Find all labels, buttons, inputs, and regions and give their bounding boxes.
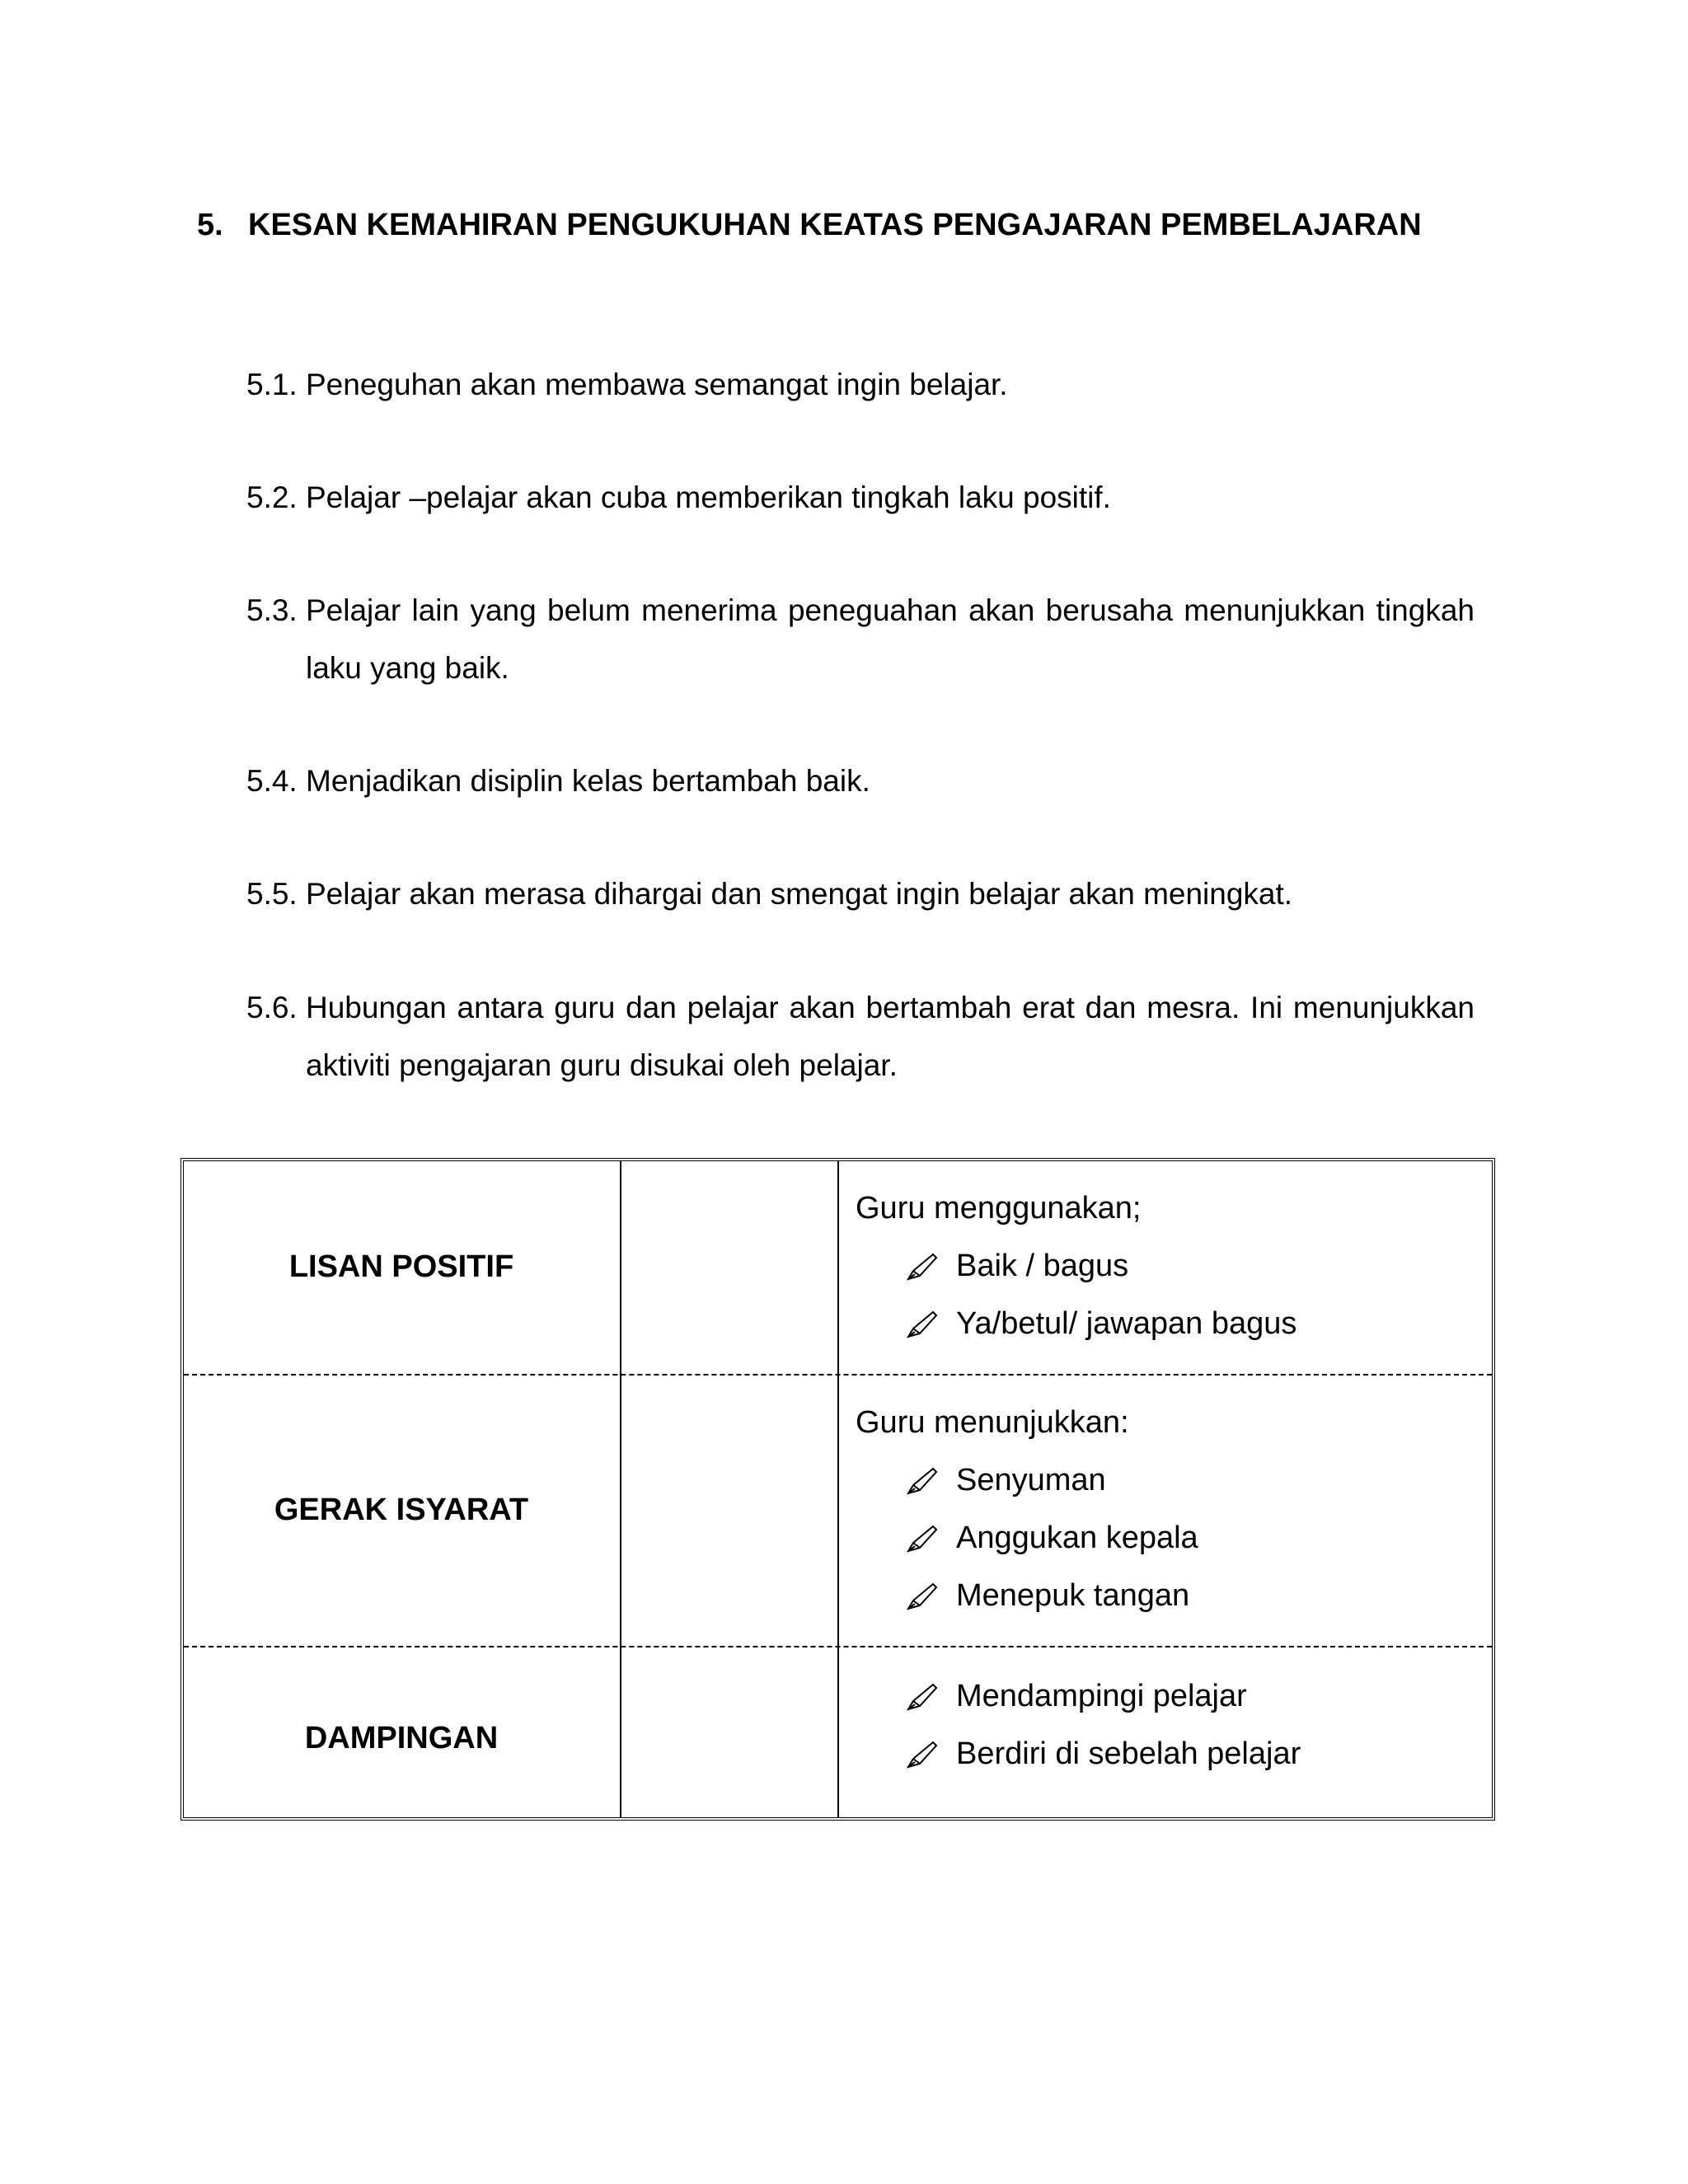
pen-nib-icon <box>905 1579 941 1612</box>
pen-nib-icon <box>905 1737 941 1770</box>
pen-nib-icon <box>905 1521 941 1554</box>
list-item-text: Menjadikan disiplin kelas bertambah baik. <box>306 764 870 798</box>
bullet-text: Mendampingi pelajar <box>956 1679 1247 1713</box>
pen-nib-icon <box>905 1307 941 1340</box>
list-item-number: 5.4. <box>246 764 298 798</box>
bullet-item <box>905 1567 1198 1624</box>
table-divider <box>620 1161 621 1817</box>
bullet-item <box>905 1667 1301 1725</box>
table-row-content <box>856 1667 1301 1783</box>
bullet-text: Anggukan kepala <box>956 1521 1198 1555</box>
table-row-divider <box>184 1374 1492 1376</box>
bullet-item <box>905 1725 1301 1783</box>
list-item-text: Pelajar akan merasa dihargai dan smengat ingin belajar akan meningkat. <box>306 877 1293 911</box>
bullet-item <box>905 1509 1198 1567</box>
reinforcement-table <box>181 1158 1495 1821</box>
bullet-text: Berdiri di sebelah pelajar <box>956 1736 1301 1771</box>
table-row-content <box>856 1394 1198 1624</box>
table-row-label: DAMPINGAN <box>304 1721 499 1755</box>
bullet-text: Senyuman <box>956 1463 1106 1497</box>
table-row-label: LISAN POSITIF <box>288 1249 514 1284</box>
bullet-item <box>905 1295 1296 1352</box>
list-item-text: Peneguhan akan membawa semangat ingin belajar. <box>306 368 1008 401</box>
row-intro-text: Guru menunjukkan: <box>856 1405 1129 1440</box>
table-row-content <box>856 1179 1297 1352</box>
table-divider <box>837 1161 839 1817</box>
list-item-text: Hubungan antara guru dan pelajar akan bertambah erat dan mesra. Ini menunjukkan aktiviti pengajaran guru disukai oleh pelajar. <box>306 991 1475 1082</box>
list-item-number: 5.6. <box>246 991 298 1024</box>
bullet-text: Baik / bagus <box>956 1249 1129 1283</box>
table-row-label: GERAK ISYARAT <box>274 1493 529 1527</box>
list-item-number: 5.2. <box>246 480 298 514</box>
bullet-item <box>905 1237 1296 1295</box>
list-item-number: 5.3. <box>246 593 298 627</box>
table-row-divider <box>184 1646 1492 1647</box>
list-item-text: Pelajar –pelajar akan cuba memberikan tingkah laku positif. <box>306 480 1111 514</box>
pen-nib-icon <box>905 1249 941 1282</box>
bullet-item <box>905 1451 1198 1509</box>
list-item-number: 5.1. <box>246 368 298 401</box>
list-item-number: 5.5. <box>246 877 298 911</box>
bullet-text: Menepuk tangan <box>956 1578 1190 1613</box>
row-intro-text: Guru menggunakan; <box>856 1191 1142 1226</box>
section-title: KESAN KEMAHIRAN PENGUKUHAN KEATAS PENGAJARAN PEMBELAJARAN <box>248 208 1422 242</box>
pen-nib-icon <box>905 1464 941 1497</box>
bullet-text: Ya/betul/ jawapan bagus <box>956 1306 1297 1341</box>
pen-nib-icon <box>905 1680 941 1713</box>
section-number: 5. <box>197 208 223 242</box>
list-item-text: Pelajar lain yang belum menerima peneguahan akan berusaha menunjukkan tingkah laku yang baik. <box>306 593 1475 685</box>
